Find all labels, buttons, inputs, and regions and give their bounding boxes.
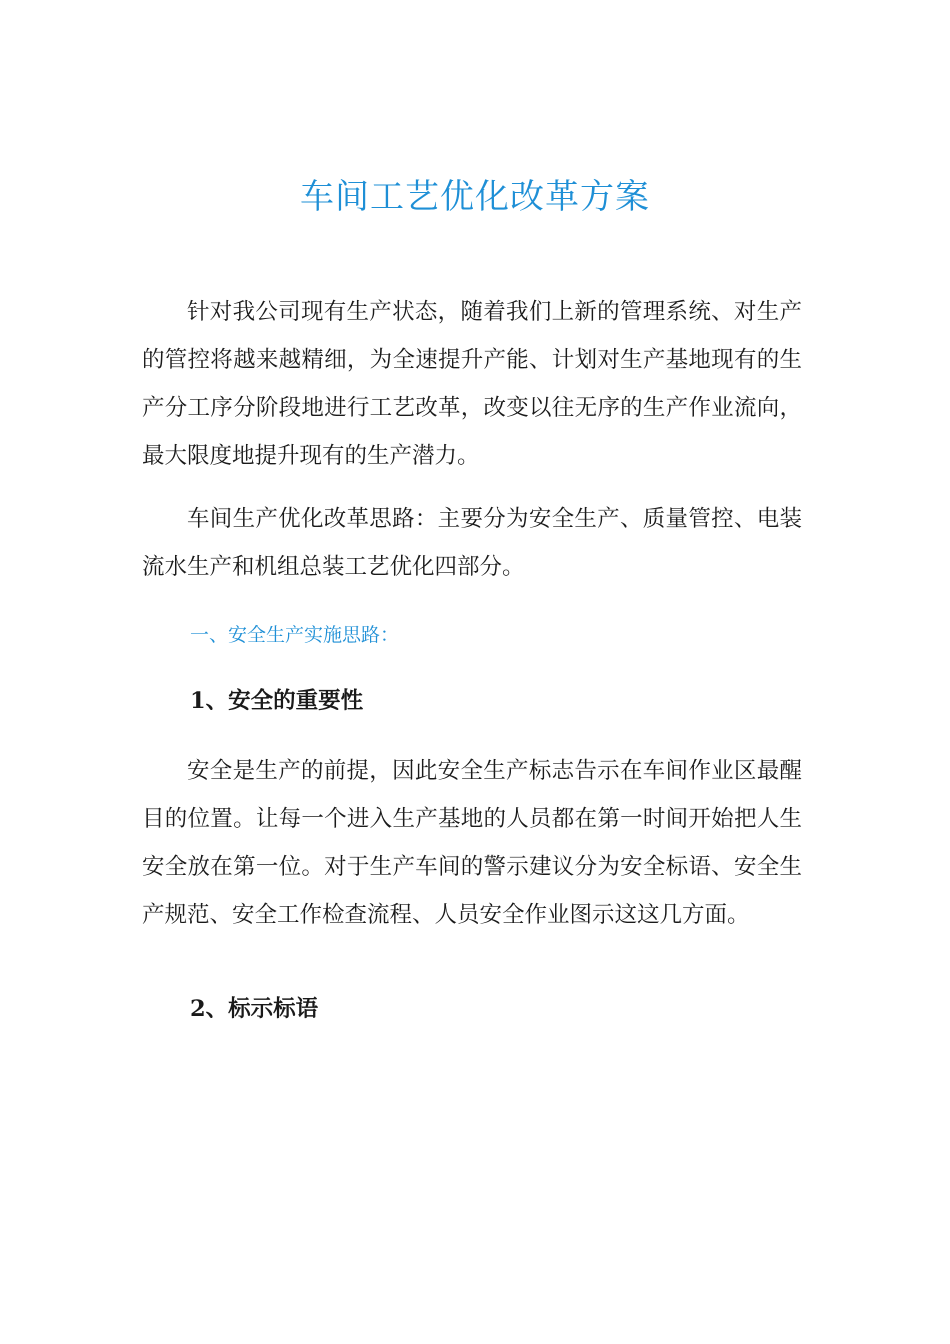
sub-heading-importance: 1、安全的重要性 xyxy=(190,688,364,714)
intro-paragraph: 针对我公司现有生产状态，随着我们上新的管理系统、对生产的管控将越来越精细，为全速提升产能、计划对生产基地现有的生产分工序分阶段地进行工艺改革，改变以往无序的生产作业流向，最大限度地提升现有的生产潜力。 xyxy=(142,299,802,469)
section-heading-safety: 一、安全生产实施思路： xyxy=(190,624,400,646)
sub-heading-slogans: 2、标示标语 xyxy=(190,996,319,1022)
document-body xyxy=(142,288,802,1029)
safety-paragraph: 安全是生产的前提，因此安全生产标志告示在车间作业区最醒目的位置。让每一个进入生产基地的人员都在第一时间开始把人生安全放在第一位。对于生产车间的警示建议分为安全标语、安全生产规范、安全工作检查流程、人员安全作业图示这这几方面。 xyxy=(142,758,802,928)
overview-paragraph: 车间生产优化改革思路：主要分为安全生产、质量管控、电装流水生产和机组总装工艺优化四部分。 xyxy=(142,506,802,580)
document-title: 车间工艺优化改革方案 xyxy=(300,177,650,217)
